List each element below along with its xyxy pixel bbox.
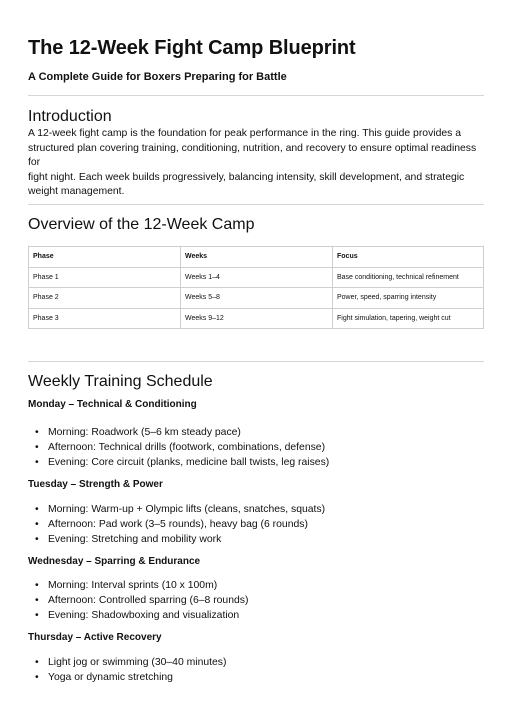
introduction-line: fight night. Each week builds progressively, balancing intensity, skill development, and strategic <box>28 171 465 183</box>
introduction-line: A 12-week fight camp is the foundation for peak performance in the ring. This guide provides a <box>28 128 462 139</box>
column-header-phase: Phase <box>29 247 181 268</box>
tuesday-list <box>28 502 325 547</box>
list-item: • Afternoon: Pad work (3–5 rounds), heavy bag (6 rounds) <box>28 517 325 532</box>
table-row <box>29 267 484 288</box>
list-item: • Yoga or dynamic stretching <box>28 670 226 685</box>
divider <box>28 361 484 362</box>
thursday-list <box>28 655 226 685</box>
schedule-heading: Weekly Training Schedule <box>28 373 213 390</box>
list-item: • Afternoon: Technical drills (footwork, combinations, defense) <box>28 440 329 455</box>
day-heading-thursday: Thursday – Active Recovery <box>28 632 162 643</box>
introduction-paragraph <box>28 127 484 200</box>
table-cell: Fight simulation, tapering, weight cut <box>333 308 484 329</box>
list-item: • Evening: Stretching and mobility work <box>28 532 325 547</box>
list-item: • Afternoon: Controlled sparring (6–8 rounds) <box>28 593 248 608</box>
table-cell: Phase 1 <box>29 267 181 288</box>
list-item: • Evening: Core circuit (planks, medicine ball twists, leg raises) <box>28 455 329 470</box>
list-item: • Morning: Roadwork (5–6 km steady pace) <box>28 425 329 440</box>
list-item: • Morning: Warm-up + Olympic lifts (cleans, snatches, squats) <box>28 502 325 517</box>
document-title: The 12-Week Fight Camp Blueprint <box>28 37 356 59</box>
divider <box>28 204 484 205</box>
table-cell: Phase 2 <box>29 288 181 309</box>
column-header-focus: Focus <box>333 247 484 268</box>
list-item: • Evening: Shadowboxing and visualization <box>28 608 248 623</box>
monday-list <box>28 425 329 470</box>
list-item: • Morning: Interval sprints (10 x 100m) <box>28 578 248 593</box>
table-row <box>29 288 484 309</box>
table-cell: Weeks 1–4 <box>181 267 333 288</box>
list-item: • Light jog or swimming (30–40 minutes) <box>28 655 226 670</box>
wednesday-list <box>28 578 248 623</box>
day-heading-monday: Monday – Technical & Conditioning <box>28 399 197 410</box>
introduction-line: weight management. <box>28 186 125 197</box>
table-cell: Power, speed, sparring intensity <box>333 288 484 309</box>
overview-table <box>28 246 484 329</box>
divider <box>28 95 484 96</box>
column-header-weeks: Weeks <box>181 247 333 268</box>
overview-heading: Overview of the 12-Week Camp <box>28 216 255 233</box>
introduction-line: structured plan covering training, conditioning, nutrition, and recovery to ensure optimal readiness for <box>28 142 477 168</box>
table-header-row <box>29 247 484 268</box>
introduction-heading: Introduction <box>28 108 112 125</box>
day-heading-tuesday: Tuesday – Strength & Power <box>28 479 163 490</box>
day-heading-wednesday: Wednesday – Sparring & Endurance <box>28 556 201 567</box>
table-cell: Base conditioning, technical refinement <box>333 267 484 288</box>
document-subtitle: A Complete Guide for Boxers Preparing for Battle <box>28 71 287 83</box>
table-row <box>29 308 484 329</box>
table-cell: Weeks 9–12 <box>181 308 333 329</box>
table-cell: Weeks 5–8 <box>181 288 333 309</box>
table-cell: Phase 3 <box>29 308 181 329</box>
